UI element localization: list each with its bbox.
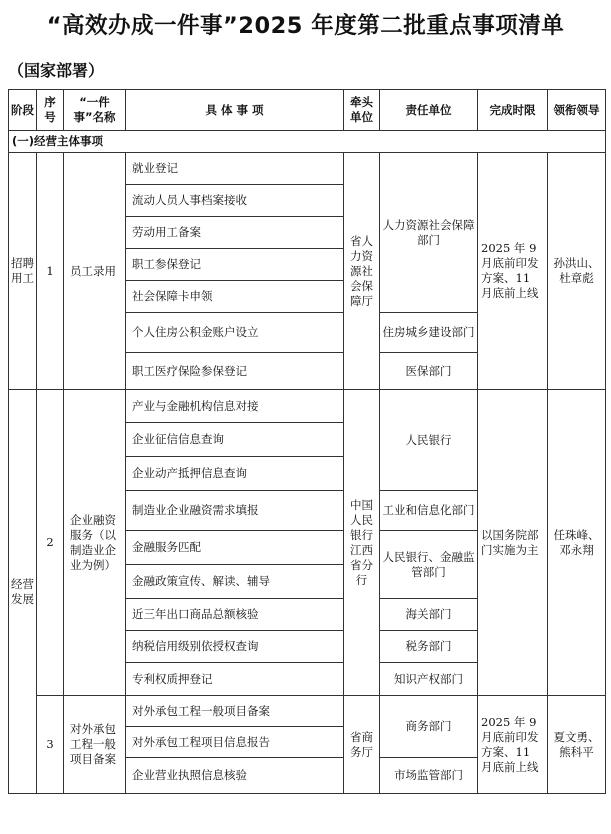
seq-cell: 3 xyxy=(37,696,64,794)
item-cell: 流动人员人事档案接收 xyxy=(126,185,344,217)
item-cell: 个人住房公积金账户设立 xyxy=(126,313,344,353)
item-cell: 企业征信信息查询 xyxy=(126,423,344,457)
table-row xyxy=(9,696,606,727)
item-cell: 职工医疗保险参保登记 xyxy=(126,353,344,390)
resp-cell: 人民银行 xyxy=(380,390,478,491)
leader-cell: 孙洪山、杜章彪 xyxy=(548,153,606,390)
name-cell: 员工录用 xyxy=(64,153,126,390)
deadline-cell: 2025 年 9 月底前印发方案、11 月底前上线 xyxy=(478,696,548,794)
deadline-cell: 2025 年 9 月底前印发方案、11 月底前上线 xyxy=(478,153,548,390)
header-deadline: 完成时限 xyxy=(478,90,548,131)
items-table xyxy=(8,89,606,794)
item-cell: 金融服务匹配 xyxy=(126,531,344,565)
item-cell: 产业与金融机构信息对接 xyxy=(126,390,344,423)
seq-cell: 1 xyxy=(37,153,64,390)
stage-cell: 招聘用工 xyxy=(9,153,37,390)
resp-cell: 医保部门 xyxy=(380,353,478,390)
section-row xyxy=(9,131,606,153)
header-leader: 领衔领导 xyxy=(548,90,606,131)
header-name: “一件事”名称 xyxy=(64,90,126,131)
lead-cell: 省商务厅 xyxy=(344,696,380,794)
resp-cell: 税务部门 xyxy=(380,631,478,663)
item-cell: 对外承包工程一般项目备案 xyxy=(126,696,344,727)
stage-cell: 经营发展 xyxy=(9,390,37,794)
header-resp: 责任单位 xyxy=(380,90,478,131)
resp-cell: 人力资源社会保障部门 xyxy=(380,153,478,313)
table-header-row xyxy=(9,90,606,131)
header-lead: 牵头单位 xyxy=(344,90,380,131)
resp-cell: 工业和信息化部门 xyxy=(380,491,478,531)
document-title: “高效办成一件事”2025 年度第二批重点事项清单 xyxy=(46,13,565,39)
leader-cell: 夏文勇、熊科平 xyxy=(548,696,606,794)
document-subtitle: （国家部署） xyxy=(8,61,105,80)
section-title: (一)经营主体事项 xyxy=(9,131,606,153)
leader-cell: 任珠峰、邓永翔 xyxy=(548,390,606,696)
resp-cell: 人民银行、金融监管部门 xyxy=(380,531,478,599)
item-cell: 制造业企业融资需求填报 xyxy=(126,491,344,531)
item-cell: 对外承包工程项目信息报告 xyxy=(126,727,344,758)
resp-cell: 商务部门 xyxy=(380,696,478,758)
item-cell: 专利权质押登记 xyxy=(126,663,344,696)
item-cell: 企业动产抵押信息查询 xyxy=(126,457,344,491)
item-cell: 纳税信用级别依授权查询 xyxy=(126,631,344,663)
lead-cell: 中国人民银行江西省分行 xyxy=(344,390,380,696)
table-row xyxy=(9,390,606,423)
item-cell: 劳动用工备案 xyxy=(126,217,344,249)
resp-cell: 住房城乡建设部门 xyxy=(380,313,478,353)
resp-cell: 知识产权部门 xyxy=(380,663,478,696)
header-seq: 序号 xyxy=(37,90,64,131)
item-cell: 金融政策宣传、解读、辅导 xyxy=(126,565,344,599)
item-cell: 就业登记 xyxy=(126,153,344,185)
item-cell: 社会保障卡申领 xyxy=(126,281,344,313)
resp-cell: 市场监管部门 xyxy=(380,758,478,794)
seq-cell: 2 xyxy=(37,390,64,696)
header-stage: 阶段 xyxy=(9,90,37,131)
name-cell: 对外承包工程一般项目备案 xyxy=(64,696,126,794)
item-cell: 近三年出口商品总额核验 xyxy=(126,599,344,631)
resp-cell: 海关部门 xyxy=(380,599,478,631)
lead-cell: 省人力资源社会保障厅 xyxy=(344,153,380,390)
item-cell: 职工参保登记 xyxy=(126,249,344,281)
name-cell: 企业融资服务（以制造业企业为例） xyxy=(64,390,126,696)
item-cell: 企业营业执照信息核验 xyxy=(126,758,344,794)
deadline-cell: 以国务院部门实施为主 xyxy=(478,390,548,696)
table-row xyxy=(9,153,606,185)
header-items: 具 体 事 项 xyxy=(126,90,344,131)
